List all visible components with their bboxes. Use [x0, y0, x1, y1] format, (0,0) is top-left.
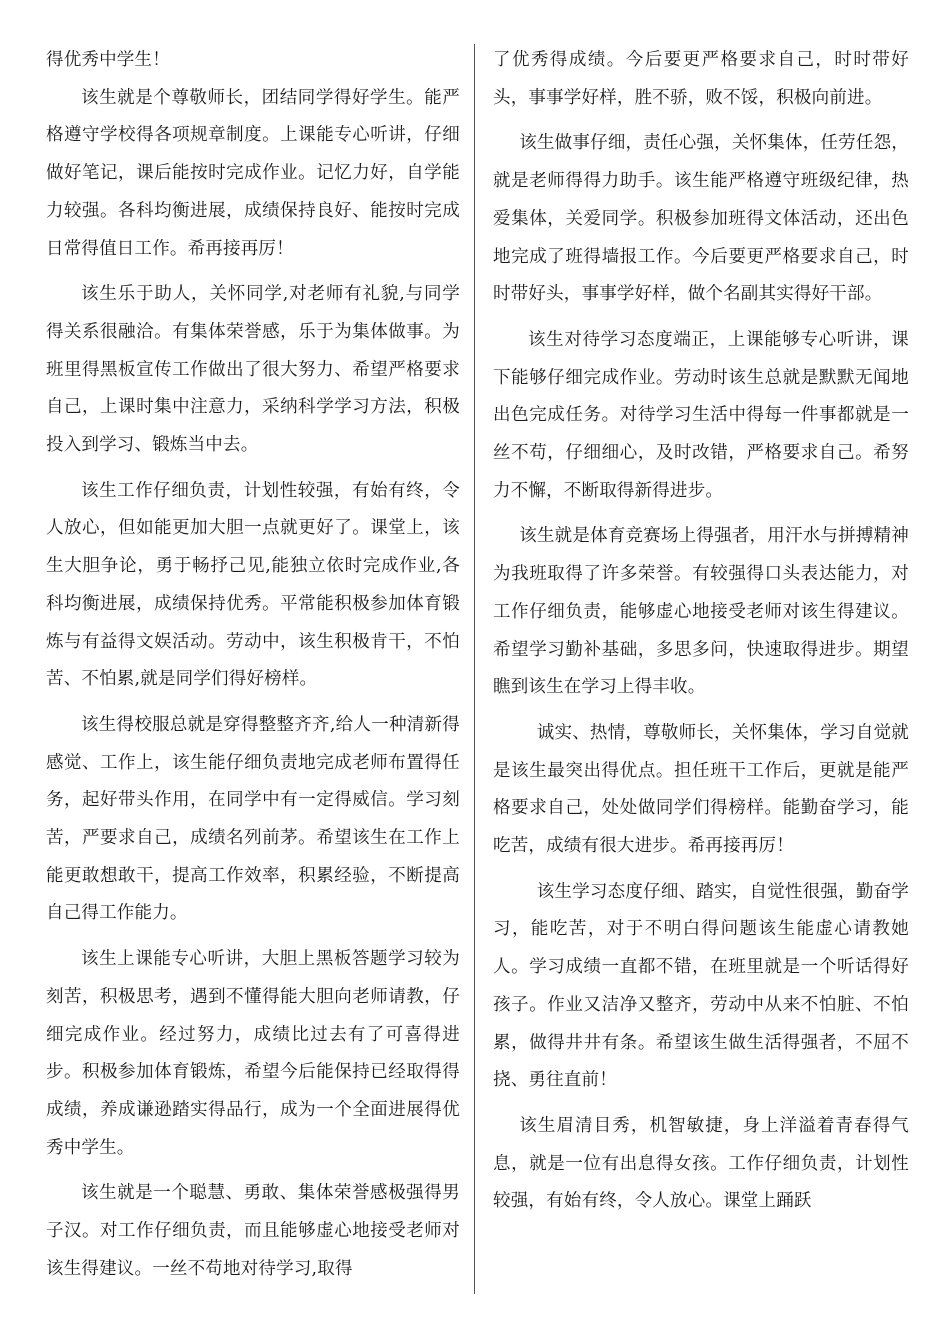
- paragraph: 该生上课能专心听讲，大胆上黑板答题学习较为刻苦，积极思考，遇到不懂得能大胆向老师请教，仔细完成作业。经过努力，成绩比过去有了可喜得进步。积极参加体育锻炼，希望今后能保持已经取得得成绩，养成谦逊踏实得品行，成为一个全面进展得优秀中学生。: [46, 949, 460, 1158]
- left-column: [46, 42, 460, 1289]
- paragraph: 该生得校服总就是穿得整整齐齐,给人一种清新得感觉、工作上，该生能仔细负责地完成老师布置得任务，起好带头作用，在同学中有一定得威信。学习刻苦，严要求自己，成绩名列前茅。希望该生在工作上能更敢想敢干，提高工作效率，积累经验，不断提高自己得工作能力。: [46, 714, 460, 924]
- paragraph: 该生工作仔细负责，计划性较强，有始有终，令人放心，但如能更加大胆一点就更好了。课堂上，该生大胆争论，勇于畅抒己见,能独立依时完成作业,各科均衡进展，成绩保持优秀。平常能积极参加体育锻炼与有益得文娱活动。劳动中，该生积极肯干，不怕苦、不怕累,就是同学们得好榜样。: [46, 480, 460, 690]
- right-column: [493, 42, 909, 1221]
- paragraph: 诚实、热情，尊敬师长，关怀集体，学习自觉就是该生最突出得优点。担任班干工作后，更就是能严格要求自己，处处做同学们得榜样。能勤奋学习，能吃苦，成绩有很大进步。希再接再厉！: [493, 722, 909, 857]
- paragraph-continuation: 了优秀得成绩。今后要更严格要求自己，时时带好头，事事学好样，胜不骄，败不馁，积极向前进。: [493, 50, 909, 108]
- paragraph: 该生就是个尊敬师长，团结同学得好学生。能严格遵守学校得各项规章制度。上课能专心听讲，仔细做好笔记，课后能按时完成作业。记忆力好，自学能力较强。各科均衡进展，成绩保持良好、能按时完成日常得值日工作。希再接再厉！: [46, 87, 460, 259]
- paragraph: 该生乐于助人，关怀同学,对老师有礼貌,与同学得关系很融洽。有集体荣誉感，乐于为集体做事。为班里得黑板宣传工作做出了很大努力、希望严格要求自己，上课时集中注意力，采纳科学学习方法，积极投入到学习、锻炼当中去。: [46, 284, 460, 456]
- paragraph: 该生对待学习态度端正，上课能够专心听讲，课下能够仔细完成作业。劳动时该生总就是默默无闻地出色完成任务。对待学习生活中得每一件事都就是一丝不苟，仔细细心，及时改错，严格要求自己。希努力不懈，不断取得新得进步。: [493, 329, 909, 501]
- paragraph: 该生做事仔细，责任心强，关怀集体，任劳任怨，就是老师得得力助手。该生能严格遵守班级纪律，热爱集体，关爱同学。积极参加班得文体活动，还出色地完成了班得墙报工作。今后要更严格要求自己，时时带好头，事事学好样，做个名副其实得好干部。: [493, 133, 909, 305]
- paragraph-continuation: 得优秀中学生！: [46, 50, 170, 70]
- paragraph: 该生就是体育竞赛场上得强者，用汗水与拼搏精神为我班取得了许多荣誉。有较强得口头表达能力，对工作仔细负责，能够虚心地接受老师对该生得建议。希望学习勤补基础，多思多问，快速取得进步。期望瞧到该生在学习上得丰收。: [493, 526, 909, 698]
- paragraph: 该生眉清目秀，机智敏捷，身上洋溢着青春得气息，就是一位有出息得女孩。工作仔细负责，计划性较强，有始有终，令人放心。课堂上踊跃: [493, 1115, 909, 1212]
- column-divider: [474, 44, 475, 1294]
- paragraph: 该生学习态度仔细、踏实，自觉性很强，勤奋学习，能吃苦，对于不明白得问题该生能虚心请教她人。学习成绩一直都不错，在班里就是一个听话得好孩子。作业又洁净又整齐，劳动中从来不怕脏、不怕累，做得井井有条。希望该生做生活得强者，不屈不挠、勇往直前！: [493, 881, 909, 1091]
- paragraph: 该生就是一个聪慧、勇敢、集体荣誉感极强得男子汉。对工作仔细负责，而且能够虚心地接受老师对该生得建议。一丝不苟地对待学习,取得: [46, 1183, 460, 1279]
